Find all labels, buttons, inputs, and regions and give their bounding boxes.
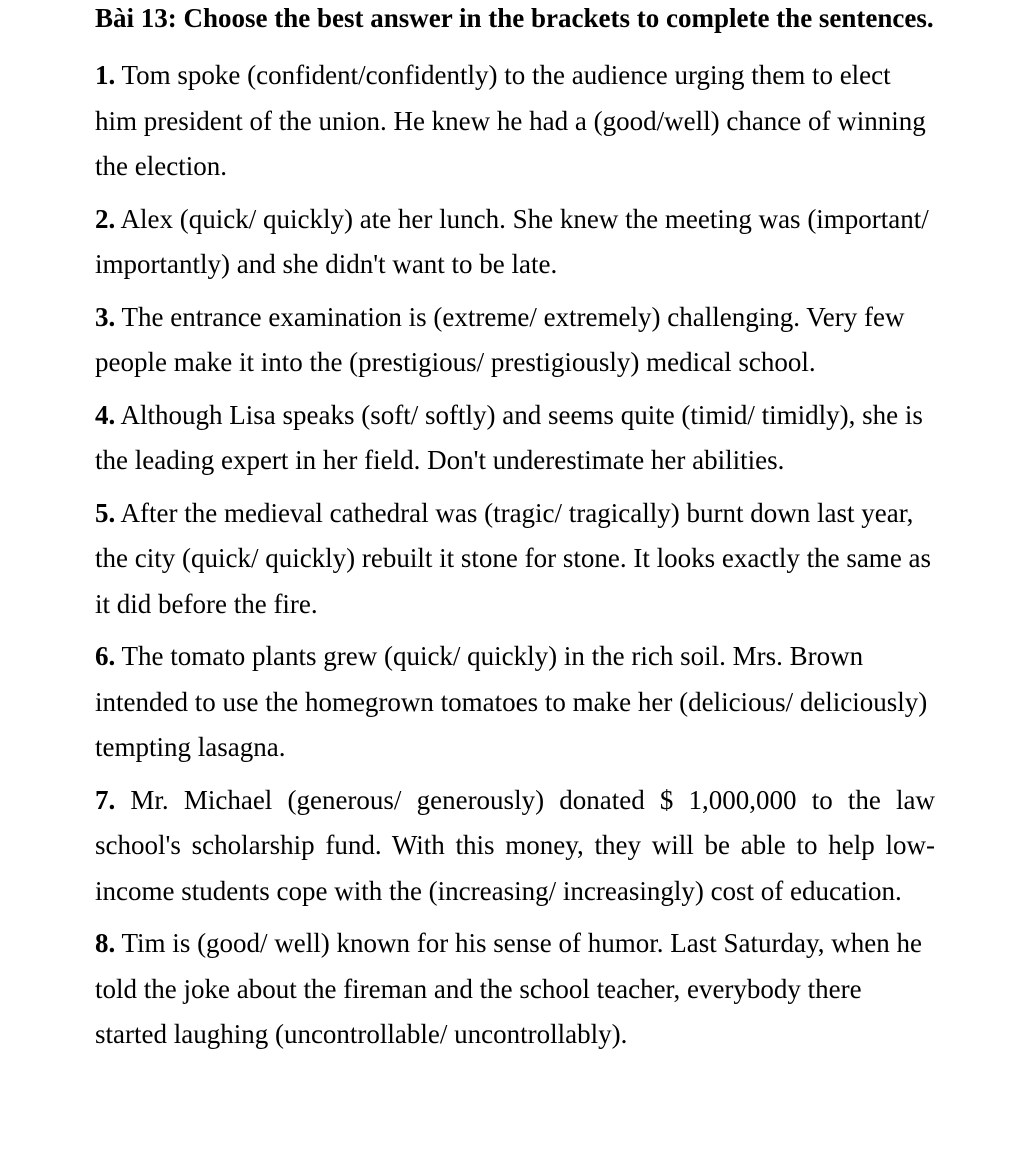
question-text: Although Lisa speaks (soft/ softly) and seems quite (timid/ timidly), she is the leading expert in her field. Don't underestimate her abilities.	[95, 399, 923, 475]
question-item	[95, 634, 935, 771]
question-number: 1.	[95, 60, 116, 90]
question-item	[95, 491, 935, 628]
question-list	[95, 53, 935, 1058]
question-number: 8.	[95, 928, 116, 958]
question-text: Mr. Michael (generous/ generously) donated $ 1,000,000 to the law school's scholarship fund. With this money, they will be able to help low-income students cope with the (increasing/ increasingly) cost of education.	[95, 784, 935, 906]
question-text: After the medieval cathedral was (tragic/ tragically) burnt down last year, the city (quick/ quickly) rebuilt it stone for stone. It looks exactly the same as it did before the fire.	[95, 497, 932, 619]
question-number: 6.	[95, 641, 116, 671]
question-text: Alex (quick/ quickly) ate her lunch. She knew the meeting was (important/ importantly) and she didn't want to be late.	[95, 203, 929, 279]
question-item	[95, 295, 935, 386]
question-number: 4.	[95, 399, 116, 430]
question-item	[95, 778, 935, 915]
exercise-title: Bài 13: Choose the best answer in the brackets to complete the sentences.	[95, 3, 934, 33]
question-text: The entrance examination is (extreme/ extremely) challenging. Very few people make it into the (prestigious/ prestigiously) medical school.	[95, 301, 905, 377]
question-text: Tim is (good/ well) known for his sense of humor. Last Saturday, when he told the joke about the fireman and the school teacher, everybody there started laughing (uncontrollable/ uncontrollably).	[95, 928, 922, 1049]
question-item	[95, 393, 935, 484]
question-text: The tomato plants grew (quick/ quickly) in the rich soil. Mrs. Brown intended to use the homegrown tomatoes to make her (delicious/ deliciously) tempting lasagna.	[95, 641, 928, 762]
question-number: 5.	[95, 497, 116, 528]
question-item	[95, 921, 935, 1058]
question-number: 2.	[95, 203, 116, 234]
question-number: 7.	[95, 784, 116, 815]
question-text: Tom spoke (confident/confidently) to the audience urging them to elect him president of the union. He knew he had a (good/well) chance of winning the election.	[95, 60, 926, 181]
exercise-page	[95, 0, 935, 1065]
question-item	[95, 53, 935, 190]
question-number: 3.	[95, 301, 116, 332]
question-item	[95, 197, 935, 288]
